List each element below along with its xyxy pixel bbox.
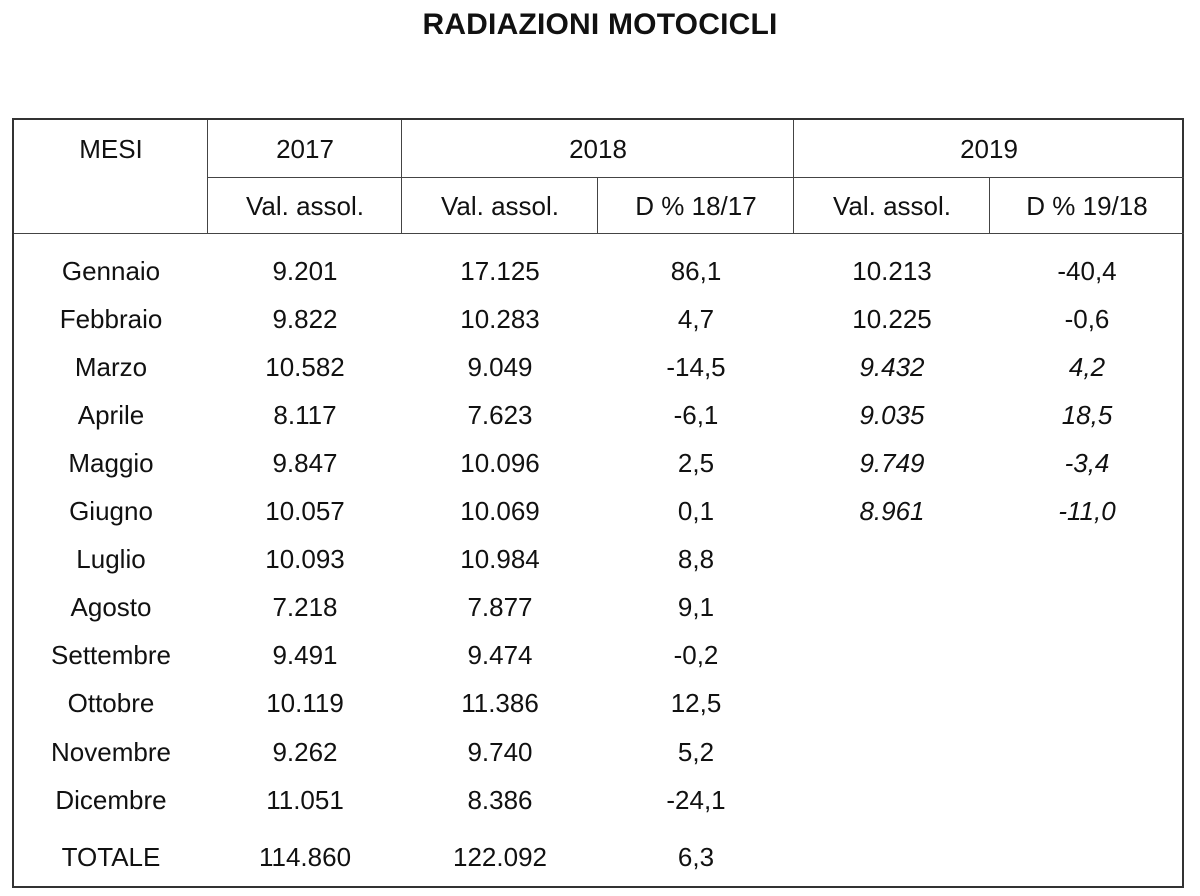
cell-2019-pct: -11,0 (1058, 496, 1116, 526)
cell-2017-abs: 11.051 (266, 784, 344, 815)
cell-month: Novembre (51, 736, 171, 767)
cell-2019-abs (794, 682, 990, 726)
cell-2019-pct (990, 586, 1184, 630)
header-year-2017: 2017 (276, 133, 334, 164)
cell-2019-abs: 8.961 (859, 496, 925, 526)
cell-month: Luglio (76, 544, 146, 575)
cell-2017-abs: 7.218 (272, 592, 338, 623)
total-cell-2018-pct: 6,3 (677, 841, 715, 872)
cell-2019-abs (794, 586, 990, 630)
header-months: MESI (79, 133, 143, 164)
col-divider-2017 (401, 120, 402, 234)
cell-2019-abs: 9.035 (859, 399, 925, 430)
cell-month: Agosto (70, 592, 152, 623)
header-year-2019: 2019 (960, 133, 1018, 164)
cell-2017-abs: 10.119 (266, 688, 344, 719)
cell-2018-abs: 17.125 (460, 255, 540, 286)
total-cell-2017-abs: 114.860 (258, 841, 352, 872)
cell-2017-abs: 9.847 (272, 447, 338, 478)
cell-2019-pct: 4,2 (1068, 351, 1106, 382)
cell-2018-pct: 5,2 (677, 736, 715, 767)
cell-2018-abs: 9.740 (467, 736, 533, 767)
cell-2017-abs: 10.582 (265, 351, 345, 382)
col-divider-2018-sub (597, 178, 598, 234)
cell-2019-abs (794, 730, 990, 774)
cell-month: Maggio (68, 447, 154, 478)
cell-2018-pct: 2,5 (677, 447, 715, 478)
cell-2019-abs (794, 634, 990, 678)
cell-2019-abs: 10.213 (852, 255, 932, 286)
cell-month: Aprile (77, 399, 145, 430)
total-cell-month: TOTALE (61, 841, 161, 872)
cell-2019-pct (990, 538, 1184, 582)
cell-2018-abs: 11.386 (461, 688, 539, 719)
cell-month: Giugno (69, 496, 153, 526)
cell-2018-abs: 10.283 (460, 303, 540, 334)
header-year-2018: 2018 (569, 133, 627, 164)
header-divider (208, 177, 1184, 178)
total-cell-2018-abs: 122.092 (453, 841, 547, 872)
cell-2018-pct: -6,1 (673, 399, 719, 430)
cell-month: Gennaio (61, 255, 161, 286)
header-2018-abs: Val. assol. (440, 190, 559, 221)
cell-2018-pct: 12,5 (670, 688, 722, 719)
cell-2017-abs: 10.057 (265, 496, 345, 526)
cell-2019-abs: 9.749 (859, 447, 925, 478)
cell-2017-abs: 8.117 (273, 399, 337, 430)
cell-2019-pct (990, 730, 1184, 774)
cell-2017-abs: 9.201 (272, 255, 338, 286)
data-table (12, 118, 1184, 888)
cell-2017-abs: 9.491 (272, 640, 338, 671)
cell-2018-pct: 86,1 (670, 255, 722, 286)
cell-2019-pct (990, 634, 1184, 678)
cell-2019-pct (990, 682, 1184, 726)
col-divider-months (207, 120, 208, 234)
cell-2019-abs: 9.432 (859, 351, 925, 382)
cell-2018-abs: 7.877 (467, 592, 533, 623)
cell-2018-pct: 8,8 (677, 544, 715, 575)
header-2019-abs: Val. assol. (832, 190, 951, 221)
cell-2019-pct: -40,4 (1057, 255, 1117, 286)
cell-2018-pct: 9,1 (677, 592, 715, 623)
cell-2019-abs (794, 778, 990, 822)
cell-2018-abs: 8.386 (467, 784, 533, 815)
cell-2018-pct: 0,1 (677, 496, 715, 526)
page-title: RADIAZIONI MOTOCICLI (422, 8, 778, 41)
cell-2018-abs: 9.049 (467, 351, 533, 382)
cell-2017-abs: 9.262 (272, 736, 338, 767)
cell-2019-pct (990, 778, 1184, 822)
cell-2018-pct: -14,5 (666, 351, 726, 382)
cell-month: Ottobre (67, 688, 155, 719)
cell-2019-abs (794, 538, 990, 582)
cell-month: Dicembre (55, 784, 167, 815)
header-2018-pct: D % 18/17 (635, 190, 757, 221)
cell-2017-abs: 10.093 (265, 544, 345, 575)
cell-2018-pct: -0,2 (673, 640, 719, 671)
cell-2019-pct: 18,5 (1061, 399, 1113, 430)
cell-2018-abs: 10.096 (460, 447, 540, 478)
header-2019-pct: D % 19/18 (1026, 190, 1148, 221)
col-divider-2018 (793, 120, 794, 234)
col-divider-2019-sub (989, 178, 990, 234)
cell-2018-abs: 10.984 (460, 544, 540, 575)
cell-2019-abs: 10.225 (852, 303, 932, 334)
cell-2019-pct: -0,6 (1064, 303, 1110, 334)
cell-2018-abs: 7.623 (467, 399, 533, 430)
cell-2019-pct: -3,4 (1064, 447, 1110, 478)
cell-2018-abs: 10.069 (460, 496, 540, 526)
cell-month: Marzo (74, 351, 148, 382)
header-2017-abs: Val. assol. (245, 190, 364, 221)
cell-2018-abs: 9.474 (467, 640, 533, 671)
cell-month: Febbraio (59, 303, 163, 334)
cell-2017-abs: 9.822 (272, 303, 338, 334)
cell-month: Settembre (51, 640, 171, 671)
cell-2018-pct: -24,1 (666, 784, 726, 815)
cell-2018-pct: 4,7 (677, 303, 715, 334)
header-bottom-border (14, 233, 1184, 234)
